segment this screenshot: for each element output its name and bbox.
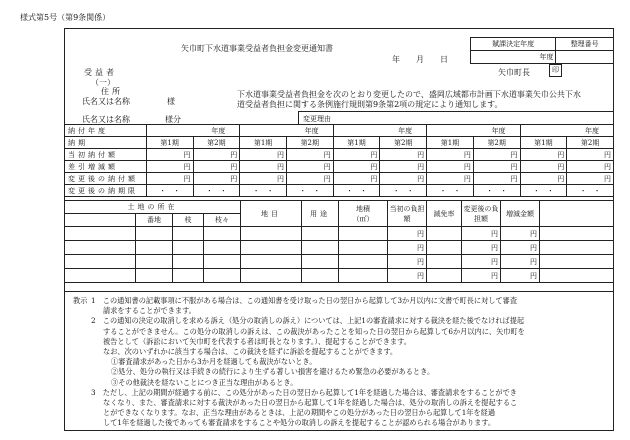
land-cell: 円	[462, 241, 501, 255]
payment-amount-cell: 円	[520, 149, 567, 161]
land-cell: 円	[388, 241, 427, 255]
date-day: 日	[440, 55, 448, 64]
payment-amount-cell: 円	[380, 161, 427, 173]
land-header-after: 変更後の負担額	[462, 201, 501, 227]
payment-row	[65, 173, 614, 185]
second-name-sama: 様分	[165, 115, 181, 124]
payment-amount-cell: 円	[193, 161, 240, 173]
land-cell	[173, 255, 204, 269]
seal-box: 印	[549, 64, 562, 77]
recipient-address-label: 住所	[101, 87, 123, 96]
land-cell	[65, 269, 136, 283]
payment-period-cell: 第2期	[567, 137, 614, 149]
payment-row-label: 変更後の納期限	[65, 185, 147, 197]
payment-row-label: 差引増減額	[65, 161, 147, 173]
land-cell	[302, 227, 339, 241]
payment-deadline-cell: ・ ・	[427, 185, 474, 197]
payment-amount-cell: 円	[380, 173, 427, 185]
recipient-label: 受益者	[84, 68, 117, 77]
land-header-chiseki-label: 地積	[356, 204, 370, 213]
payment-amount-cell: 円	[567, 161, 614, 173]
payment-row-label: 納付年度	[65, 125, 147, 137]
form-title: 矢巾町下水道事業受益者負担金変更通知書	[181, 44, 333, 53]
land-header-youto: 用途	[302, 201, 339, 227]
land-cell: 円	[501, 255, 540, 269]
land-cell	[427, 269, 462, 283]
land-cell: 円	[388, 269, 427, 283]
payment-row-label: 納期	[65, 137, 147, 149]
land-cell	[136, 227, 173, 241]
payment-amount-cell: 円	[427, 149, 474, 161]
land-cell	[241, 255, 302, 269]
land-cell: 円	[388, 227, 427, 241]
land-cell: 円	[462, 269, 501, 283]
payment-amount-cell: 円	[146, 149, 193, 161]
payment-period-cell: 第1期	[520, 137, 567, 149]
change-reason-box	[298, 111, 614, 125]
land-cell	[339, 227, 388, 241]
payment-amount-cell: 円	[286, 161, 333, 173]
payment-amount-cell: 円	[333, 161, 380, 173]
land-header-chimoku: 地目	[241, 201, 302, 227]
payment-deadline-cell: ・ ・	[333, 185, 380, 197]
land-cell: 円	[388, 255, 427, 269]
notes-line: なくなり、また、審査請求に対する裁決があった日の翌日から起算して1年を経過した場合は、処分の取消しの訴えを提起するこ	[103, 398, 518, 407]
land-cell	[204, 269, 241, 283]
land-cell	[65, 255, 136, 269]
land-cell	[302, 269, 339, 283]
land-cell	[173, 227, 204, 241]
payment-period-cell: 第2期	[380, 137, 427, 149]
body-line-1: 下水道事業受益者負担金を次のとおり変更したので、盛岡広域都市計画下水道事業矢巾公共下水	[237, 90, 581, 99]
payment-period-cell: 第2期	[473, 137, 520, 149]
notes-area	[64, 292, 614, 431]
payment-amount-cell: 円	[520, 161, 567, 173]
land-table	[64, 200, 614, 283]
land-header-eda: 枝	[173, 214, 204, 227]
payment-amount-cell: 円	[193, 173, 240, 185]
payment-table	[64, 124, 614, 197]
land-cell	[204, 227, 241, 241]
payment-amount-cell: 円	[427, 161, 474, 173]
notes-line: 3 ただし、上記の期間が経過する前に、この処分があった日の翌日から起算して1年を経過した場合は、審査請求をすることができ	[91, 387, 517, 397]
notes-line: 2 この通知の決定の取消しを求める訴え（処分の取消しの訴え）については、上記1の審査請求に対する裁決を経た後でなければ提起	[91, 316, 525, 326]
payment-row	[65, 125, 614, 137]
payment-year-cell: 年度	[240, 125, 333, 137]
payment-deadline-cell: ・ ・	[520, 185, 567, 197]
land-cell	[173, 269, 204, 283]
notes-line: ①審査請求があった日から3か月を経過しても裁決がないとき。	[111, 357, 317, 367]
payment-amount-cell: 円	[286, 149, 333, 161]
recipient-sama: 様	[167, 97, 175, 106]
approval-box	[470, 37, 614, 64]
land-header-diff: 増減金額	[501, 201, 540, 227]
land-cell	[427, 255, 462, 269]
payment-row	[65, 185, 614, 197]
payment-year-cell: 年度	[520, 125, 613, 137]
land-header-row	[65, 201, 614, 214]
land-cell	[540, 227, 614, 241]
payment-amount-cell: 円	[427, 173, 474, 185]
land-row	[65, 255, 614, 269]
approval-number-cell	[556, 51, 614, 64]
payment-amount-cell: 円	[240, 173, 287, 185]
payment-amount-cell: 円	[333, 149, 380, 161]
payment-period-cell: 第1期	[333, 137, 380, 149]
payment-deadline-cell: ・ ・	[473, 185, 520, 197]
land-row	[65, 241, 614, 255]
payment-amount-cell: 円	[567, 173, 614, 185]
payment-period-cell: 第1期	[146, 137, 193, 149]
payment-row	[65, 161, 614, 173]
date-month: 月	[416, 55, 424, 64]
recipient-bracket: （一）	[91, 78, 115, 87]
date-year: 年	[392, 55, 400, 64]
land-cell	[241, 269, 302, 283]
approval-number-header: 整理番号	[556, 38, 614, 51]
form-number: 様式第5号（第9条関係）	[20, 13, 111, 22]
payment-period-cell: 第2期	[193, 137, 240, 149]
payment-deadline-cell: ・ ・	[240, 185, 287, 197]
land-cell: 円	[462, 255, 501, 269]
land-cell	[339, 255, 388, 269]
land-header-banchi: 番地	[136, 214, 173, 227]
land-cell	[540, 255, 614, 269]
land-header-chiseki	[339, 201, 388, 227]
land-cell: 円	[501, 241, 540, 255]
payment-row-label: 当初納付額	[65, 149, 147, 161]
land-cell	[427, 241, 462, 255]
second-name-label: 氏名又は名称	[82, 115, 130, 124]
payment-amount-cell: 円	[473, 149, 520, 161]
land-header-location-blank	[65, 214, 136, 227]
payment-deadline-cell: ・ ・	[193, 185, 240, 197]
body-line-2: 道受益者負担に関する条例施行規則第9条第2項の規定により通知します。	[237, 100, 503, 109]
payment-row	[65, 149, 614, 161]
payment-deadline-cell: ・ ・	[286, 185, 333, 197]
land-header-location: 土地の所在	[65, 201, 241, 214]
notes-line: ②処分、処分の執行又は手続きの続行により生ずる著しい損害を避けるため緊急の必要があるとき。	[111, 367, 435, 377]
land-cell	[339, 269, 388, 283]
land-cell	[173, 241, 204, 255]
change-reason-label: 変更理由	[303, 115, 331, 123]
land-cell	[241, 227, 302, 241]
payment-period-cell: 第1期	[240, 137, 287, 149]
land-cell	[204, 255, 241, 269]
land-cell	[540, 241, 614, 255]
land-header-reduction: 減免率	[427, 201, 462, 227]
notes-line: して1年を経過した後であっても審査請求をすることや処分の取消しの訴えを提起することが認められる場合があります。	[103, 418, 496, 428]
land-header-chiseki-unit: （㎡）	[352, 214, 374, 223]
land-cell: 円	[462, 227, 501, 241]
approval-year-header: 賦課決定年度	[471, 38, 556, 51]
notes-line: なお、次のいずれかに該当する場合は、この裁決を経ずに訴訟を提起することができます。	[103, 347, 398, 356]
land-cell: 円	[501, 269, 540, 283]
notes-label: 教示	[73, 296, 88, 305]
land-cell	[136, 241, 173, 255]
payment-amount-cell: 円	[473, 161, 520, 173]
land-cell	[65, 241, 136, 255]
land-cell	[540, 269, 614, 283]
payment-amount-cell: 円	[240, 149, 287, 161]
land-cell	[136, 255, 173, 269]
payment-amount-cell: 円	[473, 173, 520, 185]
payment-year-cell: 年度	[333, 125, 426, 137]
payment-year-cell: 年度	[146, 125, 239, 137]
payment-year-cell: 年度	[427, 125, 520, 137]
notes-line: とができなくなります。なお、正当な理由があるときは、上記の期間やこの処分があった日の翌日から起算して1年を経過	[103, 408, 496, 418]
payment-amount-cell: 円	[380, 149, 427, 161]
notes-line: 被告として（訴訟において矢巾町を代表する者は町長となります。）、提起することができます。	[103, 336, 411, 346]
payment-amount-cell: 円	[520, 173, 567, 185]
payment-deadline-cell: ・ ・	[146, 185, 193, 197]
payment-period-cell: 第1期	[427, 137, 474, 149]
payment-amount-cell: 円	[146, 173, 193, 185]
notes-line: することができません。この処分の取消しの訴えは、この裁決があったことを知った日の翌日から起算して6か月以内に、矢巾町を	[103, 326, 525, 336]
payment-amount-cell: 円	[146, 161, 193, 173]
payment-period-cell: 第2期	[286, 137, 333, 149]
notes-line: ③その他裁決を経ないことにつき正当な理由があるとき。	[111, 377, 298, 387]
land-cell: 円	[501, 227, 540, 241]
land-cell	[339, 241, 388, 255]
land-cell	[65, 227, 136, 241]
land-cell	[241, 241, 302, 255]
notes-line: 請求をすることができます。	[103, 306, 196, 316]
land-row	[65, 269, 614, 283]
land-header-edaeda: 枝々	[204, 214, 241, 227]
payment-row-label: 変更後の納付額	[65, 173, 147, 185]
payment-amount-cell: 円	[333, 173, 380, 185]
approval-nendo: 年度	[471, 51, 556, 64]
notes-line: 1 この通知書の記載事項に不服がある場合は、この通知書を受け取った日の翌日から起算して3か月以内に文書で町長に対して審査	[91, 296, 518, 305]
land-header-initial: 当初の負担額	[388, 201, 427, 227]
payment-row	[65, 137, 614, 149]
land-header-blank	[540, 201, 614, 227]
land-cell	[302, 241, 339, 255]
payment-amount-cell: 円	[193, 149, 240, 161]
land-cell	[136, 269, 173, 283]
payment-amount-cell: 円	[240, 161, 287, 173]
land-cell	[204, 241, 241, 255]
payment-amount-cell: 円	[567, 149, 614, 161]
payment-deadline-cell: ・ ・	[380, 185, 427, 197]
payment-deadline-cell: ・ ・	[567, 185, 614, 197]
land-cell	[302, 255, 339, 269]
land-row	[65, 227, 614, 241]
payment-amount-cell: 円	[286, 173, 333, 185]
recipient-name-label: 氏名又は名称	[82, 97, 130, 106]
land-cell	[427, 227, 462, 241]
sender-name: 矢巾町長	[498, 68, 530, 77]
